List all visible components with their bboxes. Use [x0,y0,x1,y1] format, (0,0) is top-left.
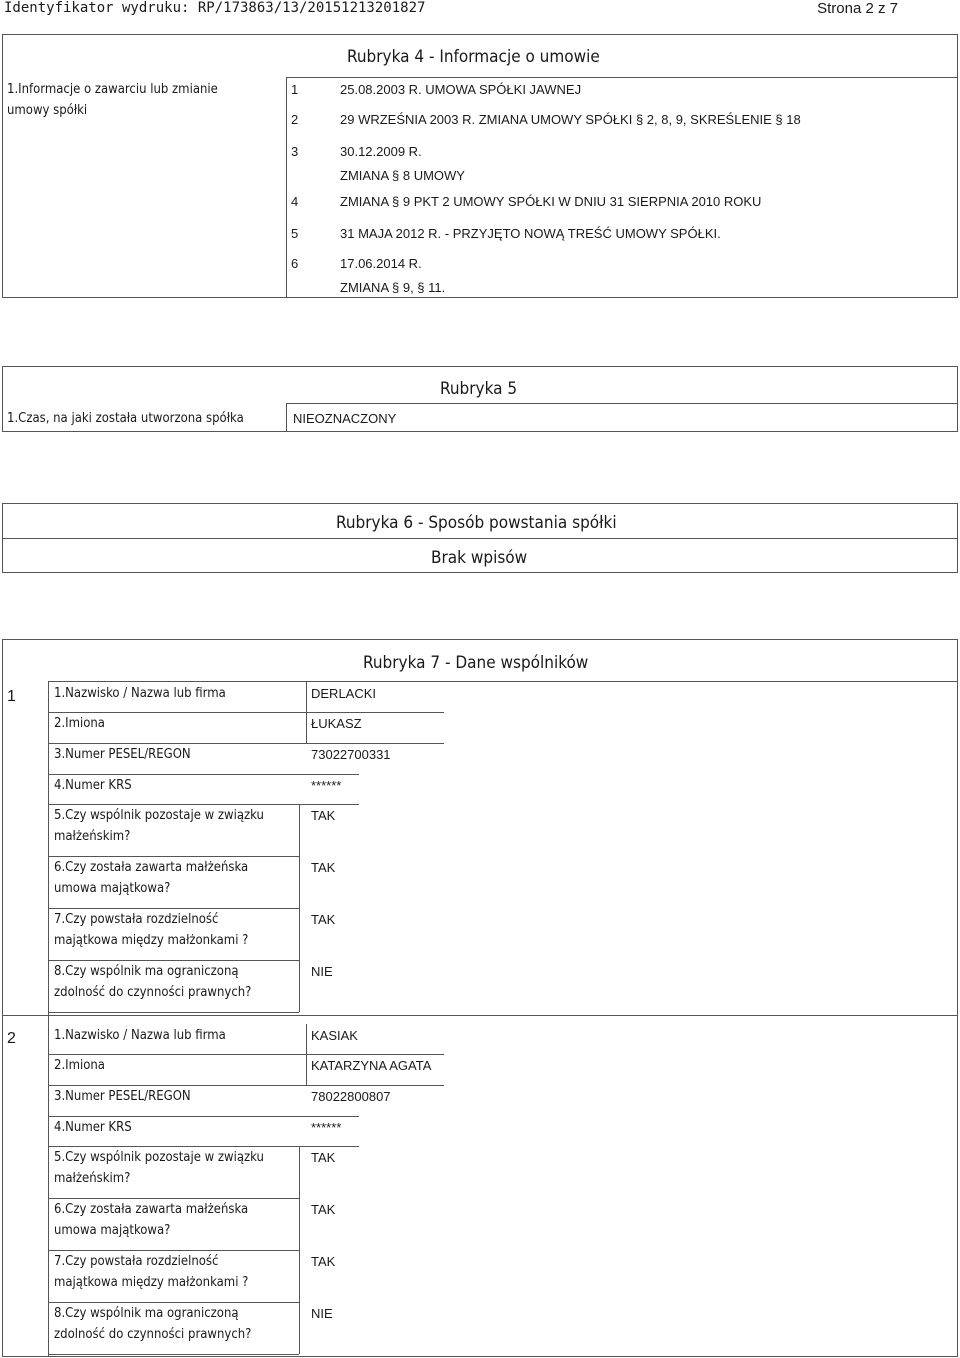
rubryka-5-title: Rubryka 5 [440,379,518,399]
partner-field-value: ****** [311,778,342,793]
partner-field-label: 1.Nazwisko / Nazwa lub firma [54,1028,226,1043]
entry-text: 30.12.2009 R. [340,144,422,159]
partner-field-value: ŁUKASZ [311,716,362,731]
rubryka-6-section [2,503,958,573]
print-identifier: Identyfikator wydruku: RP/173863/13/20151213201827 [4,0,426,16]
rubryka-7-section [2,639,958,1357]
partner-field-label: 7.Czy powstała rozdzielność majątkowa między małżonkami ? [54,912,249,948]
partner-field-value: TAK [311,860,336,875]
rubryka-4-title: Rubryka 4 - Informacje o umowie [347,47,600,67]
partner-field-label: 6.Czy została zawarta małżeńska umowa majątkowa? [54,1202,249,1238]
partner-field-label: 4.Numer KRS [54,778,132,793]
entry-number: 6 [291,256,299,271]
partner-field-label: 6.Czy została zawarta małżeńska umowa majątkowa? [54,860,249,896]
entry-text: 29 WRZEŚNIA 2003 R. ZMIANA UMOWY SPÓŁKI § 2, 8, 9, SKREŚLENIE § 18 [340,112,801,127]
entry-number: 2 [291,112,299,127]
page-number: Strona 2 z 7 [817,0,898,17]
rubryka-7-title: Rubryka 7 - Dane wspólników [363,653,589,673]
partner-field-label: 5.Czy wspólnik pozostaje w związku małżeńskim? [54,1150,264,1186]
entry-number: 3 [291,144,299,159]
partner-number: 1 [7,688,16,705]
page-header [0,0,960,20]
partner-field-label: 7.Czy powstała rozdzielność majątkowa między małżonkami ? [54,1254,249,1290]
entry-text: 17.06.2014 R. [340,256,422,271]
partner-field-value: ****** [311,1120,342,1135]
rubryka-4-label: 1.Informacje o zawarciu lub zmianie umowy spółki [7,82,218,118]
entry-number: 5 [291,226,299,241]
partner-field-value: NIE [311,964,333,979]
partner-field-value: NIE [311,1306,333,1321]
partner-field-label: 3.Numer PESEL/REGON [54,1089,191,1104]
entry-text: ZMIANA § 9 PKT 2 UMOWY SPÓŁKI W DNIU 31 SIERPNIA 2010 ROKU [340,194,762,209]
entry-number: 1 [291,82,299,97]
entry-text-line2: ZMIANA § 8 UMOWY [340,168,465,183]
partner-field-value: TAK [311,1254,336,1269]
partner-field-label: 4.Numer KRS [54,1120,132,1135]
entry-text: 25.08.2003 R. UMOWA SPÓŁKI JAWNEJ [340,82,582,97]
partner-field-label: 1.Nazwisko / Nazwa lub firma [54,686,226,701]
partner-field-value: TAK [311,1150,336,1165]
partner-field-value: 73022700331 [311,747,391,762]
rubryka-5-label: 1.Czas, na jaki została utworzona spółka [7,411,244,426]
rubryka-5-value: NIEOZNACZONY [293,411,397,426]
partner-field-value: 78022800807 [311,1089,391,1104]
entry-number: 4 [291,194,299,209]
partner-field-label: 3.Numer PESEL/REGON [54,747,191,762]
partner-field-value: TAK [311,808,336,823]
rubryka-6-empty: Brak wpisów [431,548,528,568]
partner-field-value: TAK [311,1202,336,1217]
partner-field-label: 8.Czy wspólnik ma ograniczoną zdolność do czynności prawnych? [54,1306,252,1342]
rubryka-5-section [2,366,958,432]
partner-field-label: 2.Imiona [54,716,105,731]
partner-field-label: 2.Imiona [54,1058,105,1073]
partner-number: 2 [7,1030,16,1047]
rubryka-6-title: Rubryka 6 - Sposób powstania spółki [336,513,617,533]
partner-field-value: KASIAK [311,1028,358,1043]
partner-field-label: 5.Czy wspólnik pozostaje w związku małżeńskim? [54,808,264,844]
partner-field-value: KATARZYNA AGATA [311,1058,432,1073]
entry-text: 31 MAJA 2012 R. - PRZYJĘTO NOWĄ TREŚĆ UMOWY SPÓŁKI. [340,226,721,241]
partner-field-value: DERLACKI [311,686,377,701]
partner-field-label: 8.Czy wspólnik ma ograniczoną zdolność do czynności prawnych? [54,964,252,1000]
entry-text-line2: ZMIANA § 9, § 11. [340,280,446,295]
partner-field-value: TAK [311,912,336,927]
rubryka-4-section [2,34,958,298]
